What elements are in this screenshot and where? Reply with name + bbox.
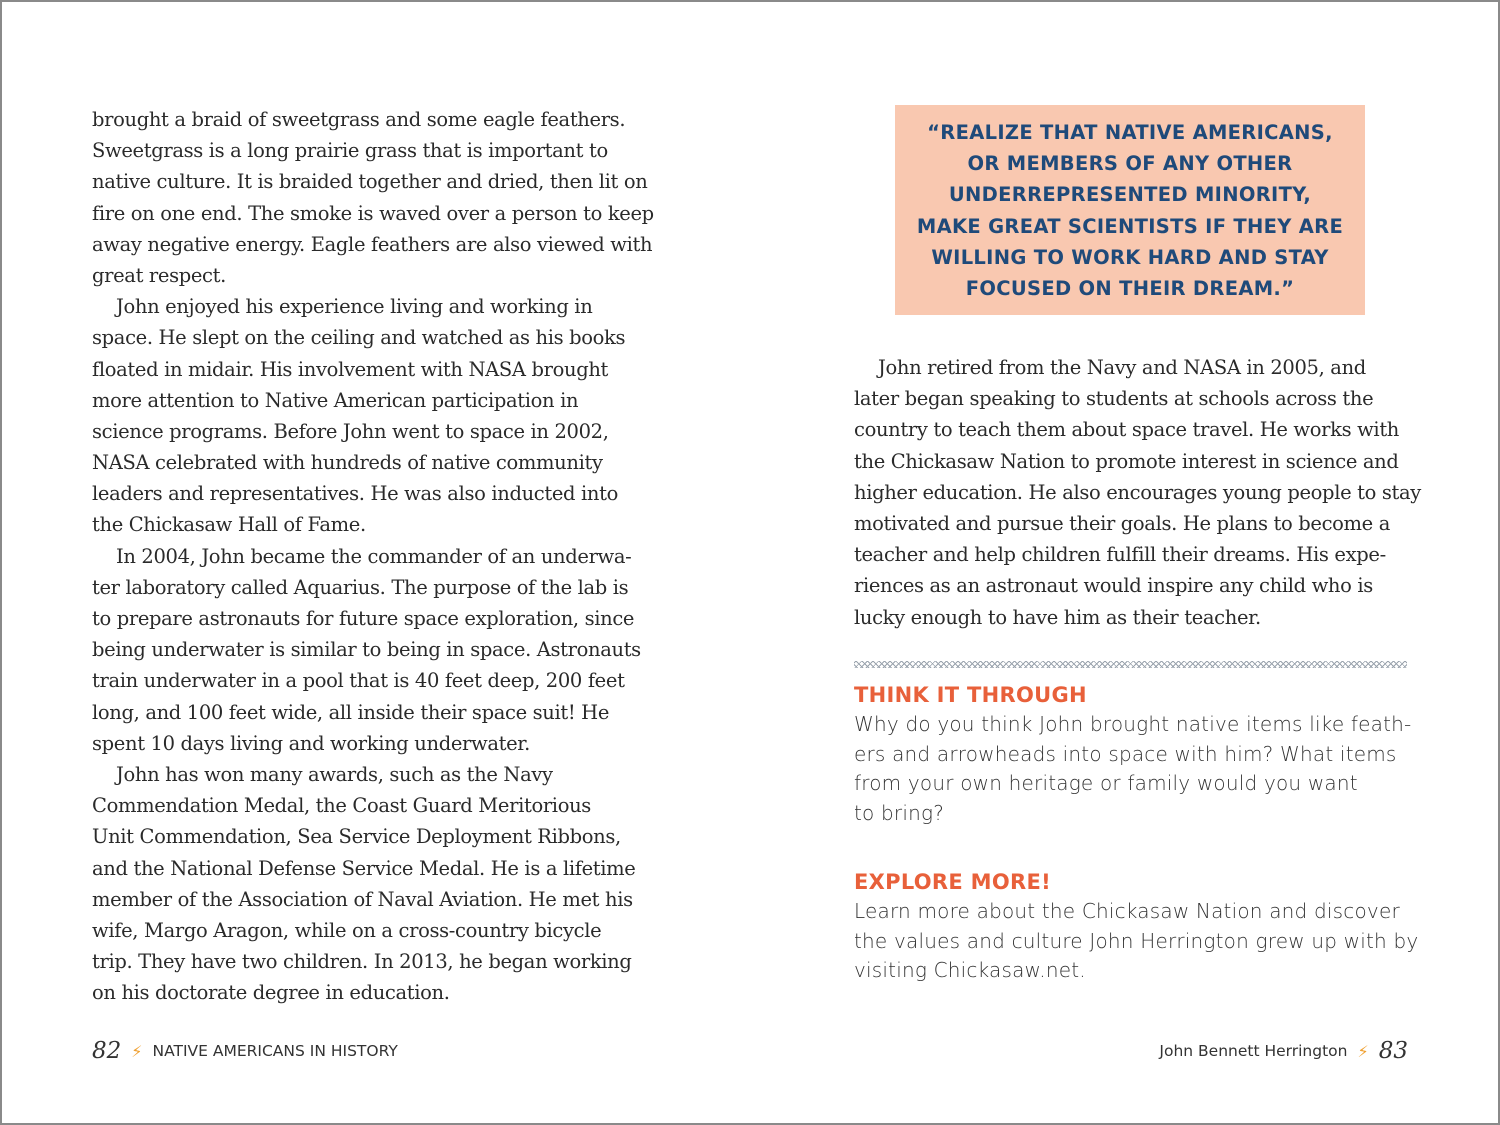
text-line: Unit Commendation, Sea Service Deployment Ribbons, — [92, 825, 621, 849]
text-line: the Chickasaw Nation to promote interest in science and — [854, 449, 1399, 473]
explore-more-heading: EXPLORE MORE! — [854, 870, 1051, 894]
text-line: long, and 100 feet wide, all inside their space suit! He — [92, 700, 610, 724]
text-line: visiting Chickasaw.net. — [854, 958, 1086, 983]
left-page-body — [92, 104, 652, 1008]
text-line: to prepare astronauts for future space exploration, since — [92, 607, 635, 630]
paragraph — [92, 759, 652, 1009]
text-line: and the National Defense Service Medal. He is a lifetime — [92, 856, 636, 880]
text-line: John has won many awards, such as the Navy — [116, 762, 553, 786]
running-title: John Bennett Herrington — [1159, 1042, 1348, 1060]
text-line: member of the Association of Naval Aviation. He met his — [92, 887, 633, 911]
text-line: more attention to Native American participation in — [92, 388, 579, 412]
explore-more-section — [854, 867, 1418, 986]
text-line: riences as an astronaut would inspire any child who is — [854, 574, 1373, 598]
think-it-through-heading: THINK IT THROUGH — [854, 683, 1087, 707]
text-line: the values and culture John Herrington grew up with by — [854, 928, 1419, 953]
text-line: WILLING TO WORK HARD AND STAY — [931, 245, 1329, 269]
text-line: away negative energy. Eagle feathers are also viewed with — [92, 232, 653, 256]
text-line: space. He slept on the ceiling and watched as his books — [92, 326, 626, 350]
text-line: teacher and help children fulfill their dreams. His expe- — [854, 543, 1386, 567]
text-line: FOCUSED ON THEIR DREAM.” — [965, 276, 1295, 300]
text-line: NASA celebrated with hundreds of native community — [92, 451, 603, 475]
text-line: ers and arrowheads into space with him? What items — [854, 741, 1397, 766]
text-line: ter laboratory called Aquarius. The purpose of the lab is — [92, 575, 629, 599]
text-line: Commendation Medal, the Coast Guard Meritorious — [92, 794, 591, 818]
text-line: great respect. — [92, 263, 226, 287]
text-line: Learn more about the Chickasaw Nation and discover — [854, 899, 1400, 923]
decorative-divider — [854, 661, 1407, 668]
text-line: motivated and pursue their goals. He plans to become a — [854, 511, 1390, 535]
text-line: to bring? — [854, 801, 945, 826]
lightning-bolt-icon: ⚡ — [131, 1041, 143, 1061]
text-line: floated in midair. His involvement with NASA brought — [92, 357, 609, 381]
paragraph — [854, 352, 1421, 633]
text-line: OR MEMBERS OF ANY OTHER — [967, 152, 1293, 176]
page-number: 82 — [92, 1038, 122, 1064]
text-line: In 2004, John became the commander of an underwa- — [116, 544, 632, 568]
text-line: from your own heritage or family would you want — [854, 771, 1358, 796]
text-line: lucky enough to have him as their teacher. — [854, 605, 1261, 629]
text-line: higher education. He also encourages young people to stay — [854, 480, 1421, 504]
right-page-body — [854, 352, 1421, 633]
text-line: fire on one end. The smoke is waved over a person to keep — [92, 201, 654, 225]
text-line: leaders and representatives. He was also inducted into — [92, 482, 618, 506]
text-line: Why do you think John brought native items like feath- — [854, 712, 1412, 736]
text-line: on his doctorate degree in education. — [92, 981, 450, 1005]
text-line: brought a braid of sweetgrass and some eagle feathers. — [92, 108, 626, 131]
text-line: John enjoyed his experience living and working in — [116, 295, 593, 319]
text-line: spent 10 days living and working underwater. — [92, 731, 530, 755]
text-line: “REALIZE THAT NATIVE AMERICANS, — [927, 121, 1333, 144]
right-footer — [1159, 1038, 1408, 1064]
text-line: John retired from the Navy and NASA in 2005, and — [878, 356, 1366, 379]
text-line: science programs. Before John went to space in 2002, — [92, 419, 609, 443]
text-line: later began speaking to students at schools across the — [854, 387, 1374, 411]
text-line: native culture. It is braided together and dried, then lit on — [92, 170, 648, 194]
text-line: trip. They have two children. In 2013, he began working — [92, 950, 632, 974]
left-footer — [92, 1038, 398, 1064]
running-title: NATIVE AMERICANS IN HISTORY — [152, 1042, 398, 1060]
paragraph — [92, 291, 652, 541]
text-line: the Chickasaw Hall of Fame. — [92, 513, 366, 537]
page-number: 83 — [1378, 1038, 1408, 1064]
text-line: being underwater is similar to being in space. Astronauts — [92, 638, 641, 662]
text-line: country to teach them about space travel. He works with — [854, 418, 1400, 442]
pull-quote — [895, 105, 1365, 315]
text-line: UNDERREPRESENTED MINORITY, — [948, 183, 1312, 207]
think-it-through-section — [854, 680, 1411, 829]
paragraph — [92, 104, 652, 291]
text-line: wife, Margo Aragon, while on a cross-country bicycle — [92, 918, 602, 942]
text-line: Sweetgrass is a long prairie grass that is important to — [92, 139, 608, 163]
text-line: train underwater in a pool that is 40 feet deep, 200 feet — [92, 669, 625, 693]
lightning-bolt-icon: ⚡ — [1357, 1041, 1369, 1061]
paragraph — [92, 541, 652, 759]
text-line: MAKE GREAT SCIENTISTS IF THEY ARE — [916, 214, 1344, 238]
